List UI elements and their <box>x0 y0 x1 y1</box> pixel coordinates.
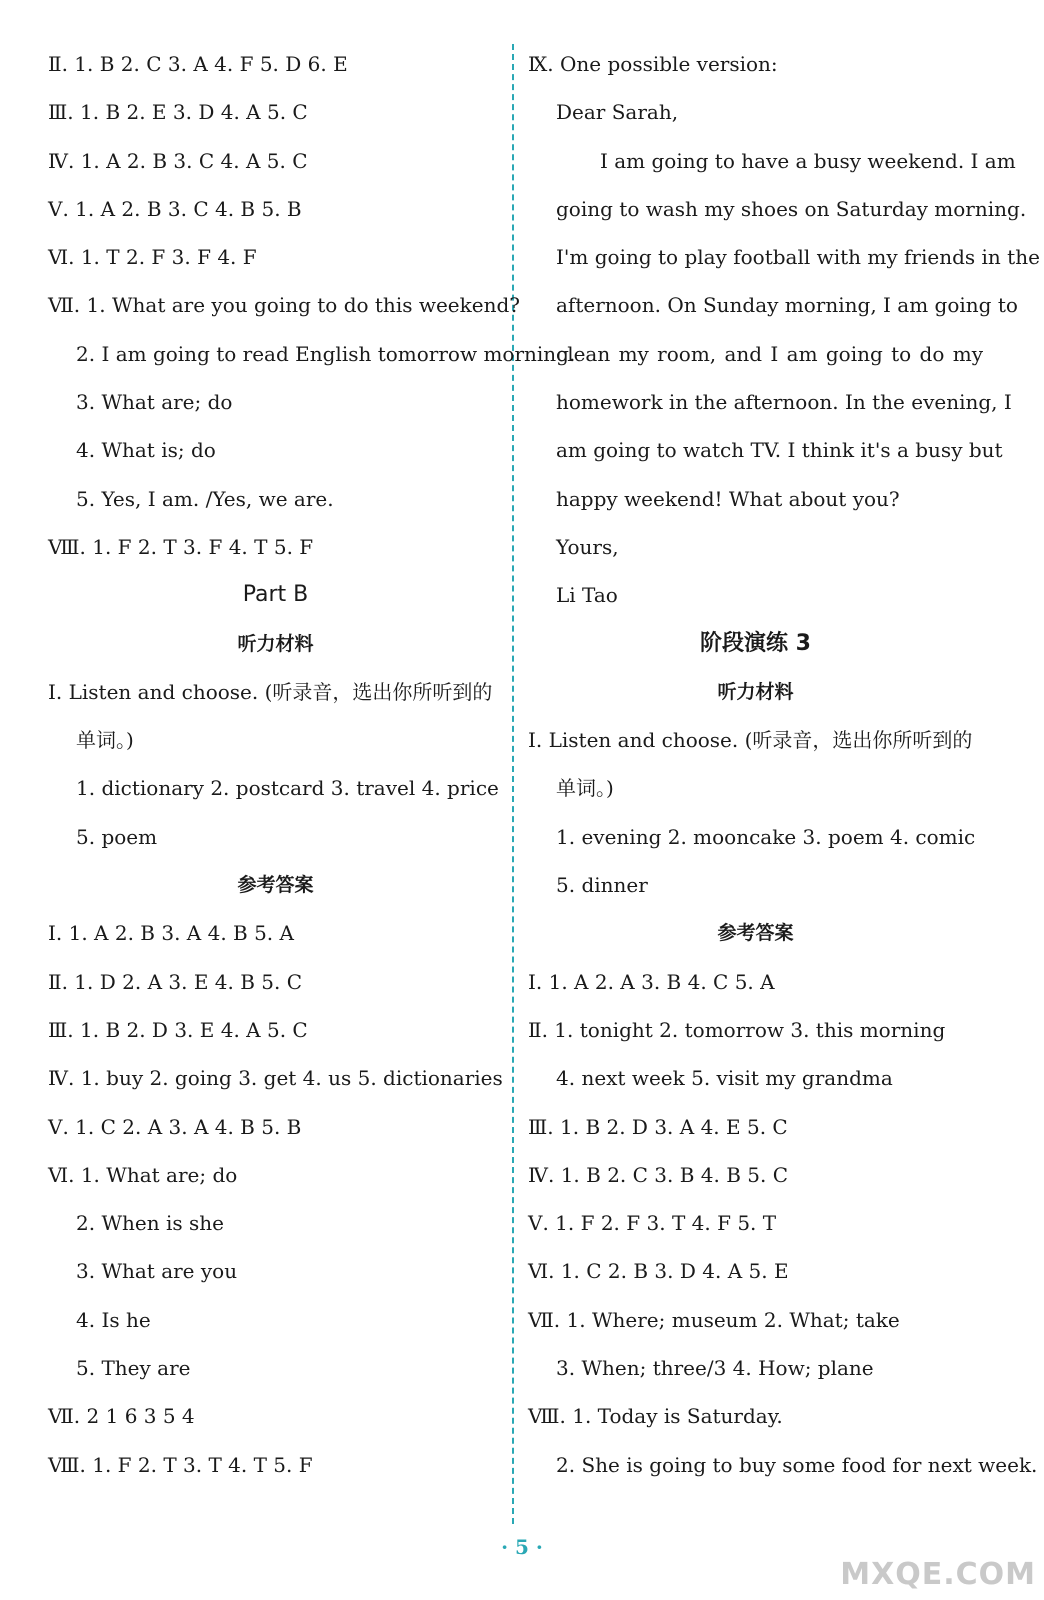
right-column-line: Li Tao <box>556 583 618 608</box>
right-column-line: 4. next week 5. visit my grandma <box>556 1066 893 1091</box>
right-column-line: Ⅰ. 1. A 2. A 3. B 4. C 5. A <box>528 969 775 994</box>
watermark-logo: MXQE.COM <box>840 1557 1036 1592</box>
right-column-line: 听力材料 <box>717 680 794 703</box>
left-column-line: 听力材料 <box>237 632 314 655</box>
right-column-line: Ⅷ. 1. Today is Saturday. <box>528 1404 783 1429</box>
right-column-line: Ⅵ. 1. C 2. B 3. D 4. A 5. E <box>528 1259 789 1284</box>
left-column-line: Ⅴ. 1. C 2. A 3. A 4. B 5. B <box>48 1114 302 1139</box>
left-column-line: 2. I am going to read English tomorrow morning. <box>76 341 576 366</box>
right-column-line: going to wash my shoes on Saturday morning. <box>556 196 1027 221</box>
left-column-line: 4. Is he <box>76 1307 151 1332</box>
left-column-line: Ⅲ. 1. B 2. E 3. D 4. A 5. C <box>48 100 308 125</box>
left-column-line: 2. When is she <box>76 1211 224 1236</box>
right-column-line: 1. evening 2. mooncake 3. poem 4. comic <box>556 824 976 849</box>
left-column-line: 单词。) <box>76 728 134 753</box>
right-column <box>528 40 1040 1489</box>
left-column-line: 5. They are <box>76 1356 191 1381</box>
right-column-line: I am going to have a busy weekend. I am <box>600 148 1016 173</box>
right-column-line: clean my room, and I am going to do my <box>556 341 983 366</box>
left-column-line: Part B <box>242 582 309 608</box>
right-column-line: 参考答案 <box>717 922 794 945</box>
left-column-line: 3. What are; do <box>76 390 233 415</box>
right-column-line: happy weekend! What about you? <box>556 486 900 511</box>
right-column-line: Ⅸ. One possible version: <box>528 52 778 76</box>
left-column-line: Ⅷ. 1. F 2. T 3. T 4. T 5. F <box>48 1452 313 1477</box>
left-column-line: Ⅵ. 1. What are; do <box>48 1162 238 1187</box>
right-column-line: afternoon. On Sunday morning, I am going to <box>556 293 1018 318</box>
right-column-line: 阶段演练 3 <box>700 630 811 656</box>
right-column-line: 3. When; three/3 4. How; plane <box>556 1356 874 1381</box>
right-column-line: Ⅲ. 1. B 2. D 3. A 4. E 5. C <box>528 1114 788 1139</box>
left-column-line: Ⅱ. 1. B 2. C 3. A 4. F 5. D 6. E <box>48 52 348 76</box>
left-column-line: 参考答案 <box>237 874 314 897</box>
right-column-line: Dear Sarah, <box>556 100 679 125</box>
right-column-line: Ⅶ. 1. Where; museum 2. What; take <box>528 1307 900 1332</box>
left-column-line: Ⅷ. 1. F 2. T 3. F 4. T 5. F <box>48 534 314 559</box>
column-divider <box>512 44 514 1524</box>
right-column-line: Yours, <box>556 534 619 559</box>
left-column-line: 3. What are you <box>76 1259 238 1284</box>
right-column-line: homework in the afternoon. In the evening, I <box>556 390 1012 415</box>
right-column-line: Ⅳ. 1. B 2. C 3. B 4. B 5. C <box>528 1162 789 1187</box>
left-column-line: Ⅶ. 1. What are you going to do this weekend? <box>48 293 520 318</box>
left-column-line: Ⅵ. 1. T 2. F 3. F 4. F <box>48 245 257 270</box>
right-column-line: 5. dinner <box>556 873 648 898</box>
left-column-line: 5. poem <box>76 824 158 849</box>
left-column-line: Ⅲ. 1. B 2. D 3. E 4. A 5. C <box>48 1017 308 1042</box>
right-column-line: Ⅴ. 1. F 2. F 3. T 4. F 5. T <box>528 1211 777 1236</box>
left-column-line: 5. Yes, I am. /Yes, we are. <box>76 486 334 511</box>
right-column-line: I'm going to play football with my friends in the <box>556 245 1040 270</box>
left-column-line: Ⅴ. 1. A 2. B 3. C 4. B 5. B <box>48 196 302 221</box>
right-column-line: am going to watch TV. I think it's a busy but <box>556 438 1003 463</box>
left-column-line: Ⅰ. 1. A 2. B 3. A 4. B 5. A <box>48 921 294 946</box>
right-column-line: Ⅱ. 1. tonight 2. tomorrow 3. this morning <box>528 1017 946 1042</box>
left-column-line: Ⅱ. 1. D 2. A 3. E 4. B 5. C <box>48 969 303 994</box>
left-column-line: 4. What is; do <box>76 438 216 463</box>
left-column-line: Ⅳ. 1. buy 2. going 3. get 4. us 5. dictionaries <box>48 1066 503 1091</box>
page-number: · 5 · <box>501 1535 543 1559</box>
right-column-line: 单词。) <box>556 776 614 801</box>
left-column <box>48 40 576 1489</box>
left-column-line: Ⅶ. 2 1 6 3 5 4 <box>48 1404 195 1429</box>
right-column-line: 2. She is going to buy some food for next week. <box>556 1452 1038 1477</box>
left-column-line: 1. dictionary 2. postcard 3. travel 4. price <box>76 776 499 801</box>
left-column-line: Ⅳ. 1. A 2. B 3. C 4. A 5. C <box>48 148 308 173</box>
right-column-line: Ⅰ. Listen and choose. (听录音，选出你所听到的 <box>528 728 973 753</box>
left-column-line: Ⅰ. Listen and choose. (听录音，选出你所听到的 <box>48 679 493 704</box>
